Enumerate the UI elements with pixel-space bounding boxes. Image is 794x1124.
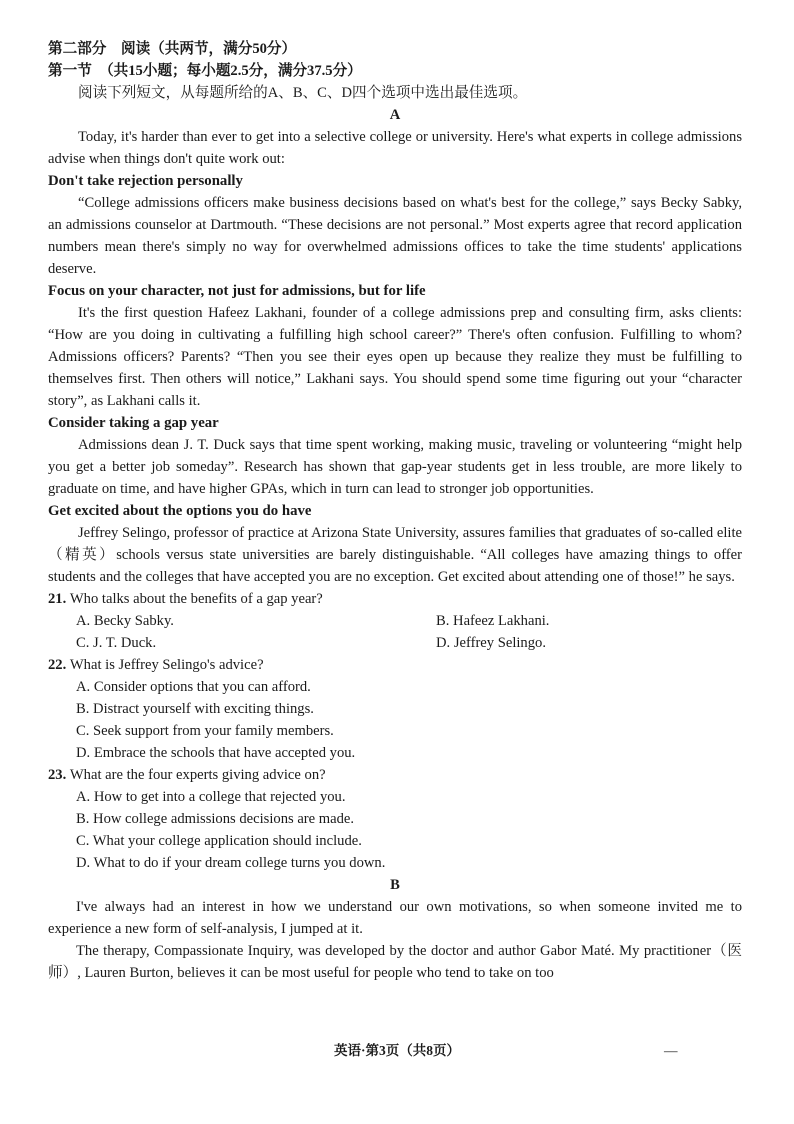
section-header	[48, 38, 742, 104]
question-text: What is Jeffrey Selingo's advice?	[69, 657, 264, 673]
question-text: Who talks about the benefits of a gap year?	[69, 591, 323, 607]
option-c: C. What your college application should include.	[76, 833, 362, 849]
footer-dash: —	[664, 1043, 678, 1058]
option-a: A. How to get into a college that rejected you.	[76, 789, 346, 805]
section-text: Jeffrey Selingo, professor of practice at Arizona State University, assures families that graduates of so-called elite（精英）schools versus state universities are barely distinguishable. “All colleges have amazing things to offer students and the colleges that have accepted you are no exception. Get excited about attending one of those!” he says.	[48, 525, 742, 585]
option-c: C. Seek support from your family members.	[76, 723, 334, 739]
section-text: Admissions dean J. T. Duck says that time spent working, making music, traveling or volunteering “might help you get a better job someday”. Research has shown that gap-year students get in less trouble, are more likely to graduate on time, and have higher GPAs, which in turn can lead to stronger job opportunities.	[48, 437, 742, 497]
page-number: 英语·第3页（共8页）	[333, 1043, 460, 1058]
section-heading: Get excited about the options you do have	[48, 503, 312, 519]
question-number: 22.	[48, 657, 67, 673]
passage-label: B	[390, 877, 400, 893]
page-footer	[0, 1040, 794, 1062]
section-heading: Don't take rejection personally	[48, 173, 243, 189]
option-d: D. Embrace the schools that have accepted you.	[76, 745, 356, 761]
passage-paragraph: I've always had an interest in how we understand our own motivations, so when someone invited me to experience a new form of self-analysis, I jumped at it.	[48, 899, 742, 937]
section-heading: Focus on your character, not just for admissions, but for life	[48, 283, 426, 299]
option-list	[48, 676, 742, 764]
question	[48, 764, 742, 786]
section-title: 第一节 （共15小题；每小题2.5分，满分37.5分）	[48, 63, 362, 79]
passage-paragraph: The therapy, Compassionate Inquiry, was developed by the doctor and author Gabor Maté. My practitioner（医师）, Lauren Burton, believes it can be most useful for people who tend to take on too	[48, 943, 742, 981]
option-d: D. Jeffrey Selingo.	[436, 635, 546, 651]
option-c: C. J. T. Duck.	[76, 635, 157, 651]
option-list	[48, 786, 742, 874]
passage-b	[48, 874, 742, 984]
option-a: A. Becky Sabky.	[76, 613, 174, 629]
question-block	[48, 588, 742, 874]
passage-intro: Today, it's harder than ever to get into a selective college or university. Here's what experts in college admissions advise when things don't quite work out:	[48, 129, 742, 167]
question-number: 23.	[48, 767, 67, 783]
passage-label: A	[389, 107, 401, 123]
option-a: A. Consider options that you can afford.	[76, 679, 311, 695]
option-b: B. How college admissions decisions are made.	[76, 811, 355, 827]
question	[48, 654, 742, 676]
option-d: D. What to do if your dream college turns you down.	[76, 855, 386, 871]
section-text: It's the first question Hafeez Lakhani, founder of a college admissions prep and consulting firm, asks clients: “How are you doing in cultivating a fulfilling high school career?” There's often confusion. Fulfilling to whom? Admissions officers? Parents? “Then you see their eyes open up because they realize they must be fulfilling to themselves first. Then others will notice,” Lakhani says. You should spend some time figuring out your “character story”, as Lakhani calls it.	[48, 305, 742, 409]
passage-a	[48, 104, 742, 588]
section-text: “College admissions officers make business decisions based on what's best for the college,” says Becky Sabky, an admissions counselor at Dartmouth. “These decisions are not personal.” Most experts agree that record application numbers mean there's simply no way for overwhelmed admissions offices to take the time students' applications deserve.	[48, 195, 742, 277]
part-title: 第二部分 阅读（共两节，满分50分）	[48, 41, 297, 57]
option-grid	[48, 610, 742, 654]
question-text: What are the four experts giving advice on?	[69, 767, 326, 783]
option-b: B. Hafeez Lakhani.	[436, 613, 550, 629]
question	[48, 588, 742, 610]
section-heading: Consider taking a gap year	[48, 415, 219, 431]
question-number: 21.	[48, 591, 67, 607]
option-b: B. Distract yourself with exciting things.	[76, 701, 314, 717]
instruction: 阅读下列短文，从每题所给的A、B、C、D四个选项中选出最佳选项。	[78, 85, 528, 101]
